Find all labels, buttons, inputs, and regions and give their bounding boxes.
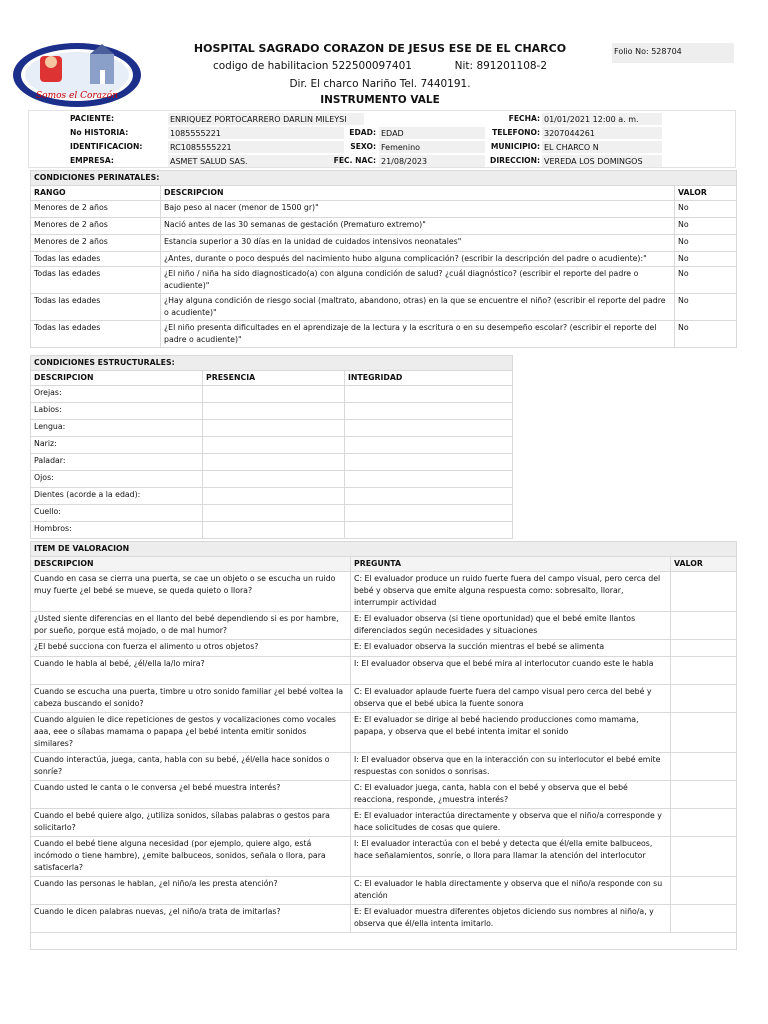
direccion-value: VEREDA LOS DOMINGOS: [542, 155, 662, 167]
estructurales-table: [30, 355, 513, 539]
rango-cell: Menores de 2 años: [31, 218, 161, 235]
edad-label: EDAD:: [349, 128, 376, 137]
hospital-logo: [10, 40, 145, 110]
empty-row: [31, 933, 737, 950]
empresa-label: EMPRESA:: [70, 156, 114, 165]
valor-cell: No: [675, 218, 737, 235]
col-presencia: PRESENCIA: [203, 371, 345, 386]
table-row: [31, 685, 737, 713]
telefono-value: 3207044261: [542, 127, 662, 139]
integridad-cell[interactable]: [345, 403, 513, 420]
pregunta-cell: E: El evaluador observa la succión mientras el bebé se alimenta: [351, 640, 671, 657]
desc-cell: Cuando le dicen palabras nuevas, ¿el niño/a trata de imitarlas?: [31, 905, 351, 933]
pregunta-cell: E: El evaluador interactúa directamente y observa que el niño/a corresponde y hace solicitudes de cosas que quiere.: [351, 809, 671, 837]
pregunta-cell: C: El evaluador aplaude fuerte fuera del campo visual pero cerca del bebé y observa que el bebé ubica la fuente sonora: [351, 685, 671, 713]
presencia-cell[interactable]: [203, 522, 345, 539]
table-row: [31, 753, 737, 781]
valor-cell[interactable]: [671, 877, 737, 905]
presencia-cell[interactable]: [203, 437, 345, 454]
fecha-label: FECHA:: [508, 114, 540, 123]
table-row: [31, 454, 513, 471]
valor-cell[interactable]: [671, 612, 737, 640]
col-integridad: INTEGRIDAD: [345, 371, 513, 386]
valoracion-header-row: [31, 557, 737, 572]
pregunta-cell: C: El evaluador produce un ruido fuerte fuera del campo visual, pero cerca del bebé y observa que emite alguna respuesta como: sobresalto, llorar, interrumpir actividad: [351, 572, 671, 612]
municipio-value: EL CHARCO N: [542, 141, 662, 153]
telefono-label: TELEFONO:: [492, 128, 540, 137]
valor-cell: No: [675, 294, 737, 321]
fnac-value: 21/08/2023: [379, 155, 485, 167]
valor-cell[interactable]: [671, 657, 737, 685]
table-row: [31, 572, 737, 612]
table-row: [31, 201, 737, 218]
valor-cell[interactable]: [671, 809, 737, 837]
desc-cell: Cuando usted le canta o le conversa ¿el bebé muestra interés?: [31, 781, 351, 809]
structure-label: Orejas:: [31, 386, 203, 403]
rango-cell: Menores de 2 años: [31, 235, 161, 252]
logo-text: Somos el Corazón: [35, 91, 119, 101]
fecha-value: 01/01/2021 12:00 a. m.: [542, 113, 662, 125]
desc-cell: Bajo peso al nacer (menor de 1500 gr)": [161, 201, 675, 218]
rango-cell: Todas las edades: [31, 267, 161, 294]
valor-cell: No: [675, 252, 737, 267]
municipio-label: MUNICIPIO:: [490, 142, 540, 151]
valor-cell[interactable]: [671, 572, 737, 612]
table-row: [31, 218, 737, 235]
nit-value: 891201108-2: [476, 60, 548, 72]
folio-number: Folio No: 528704: [612, 43, 734, 63]
desc-cell: ¿Antes, durante o poco después del nacimiento hubo alguna complicación? (escribir la descripción del padre o acudiente):": [161, 252, 675, 267]
identificacion-label: IDENTIFICACION:: [70, 142, 143, 151]
integridad-cell[interactable]: [345, 488, 513, 505]
rango-cell: Menores de 2 años: [31, 201, 161, 218]
valor-cell: No: [675, 235, 737, 252]
table-row: [31, 267, 737, 294]
valor-cell: No: [675, 321, 737, 348]
pregunta-cell: E: El evaluador observa (si tiene oportunidad) que el bebé emite llantos diferenciados según necesidades y situaciones: [351, 612, 671, 640]
table-row: [31, 809, 737, 837]
presencia-cell[interactable]: [203, 386, 345, 403]
desc-cell: Cuando interactúa, juega, canta, habla con su bebé, ¿él/ella hace sonidos o sonríe?: [31, 753, 351, 781]
desc-cell: ¿El niño / niña ha sido diagnosticado(a) con alguna condición de salud? ¿cuál diagnóstico? (escribir el reporte del padre o acudiente)": [161, 267, 675, 294]
table-row: [31, 933, 737, 950]
structure-label: Hombros:: [31, 522, 203, 539]
structure-label: Labios:: [31, 403, 203, 420]
estructurales-title: CONDICIONES ESTRUCTURALES:: [31, 356, 513, 371]
table-row: [31, 321, 737, 348]
presencia-cell[interactable]: [203, 505, 345, 522]
identificacion-value: RC1085555221: [168, 141, 344, 153]
col-rango: RANGO: [31, 186, 161, 201]
valor-cell[interactable]: [671, 685, 737, 713]
perinatales-title-row: [31, 171, 737, 186]
valor-cell[interactable]: [671, 837, 737, 877]
col-descripcion: DESCRIPCION: [31, 557, 351, 572]
structure-label: Paladar:: [31, 454, 203, 471]
pregunta-cell: I: El evaluador observa que en la interacción con su interlocutor el bebé emite respuestas con sonidos o sonrisas.: [351, 753, 671, 781]
desc-cell: Cuando el bebé tiene alguna necesidad (por ejemplo, quiere algo, está incómodo o tiene hambre), ¿emite balbuceos, sonidos, señala o llora, para satisfacerla?: [31, 837, 351, 877]
table-row: [31, 437, 513, 454]
table-row: [31, 403, 513, 420]
empresa-value: ASMET SALUD SAS.: [168, 155, 344, 167]
desc-cell: Cuando el bebé quiere algo, ¿utiliza sonidos, sílabas palabras o gestos para solicitarlo?: [31, 809, 351, 837]
integridad-cell[interactable]: [345, 386, 513, 403]
table-row: [31, 420, 513, 437]
table-row: [31, 252, 737, 267]
estructurales-header-row: [31, 371, 513, 386]
desc-cell: ¿Usted siente diferencias en el llanto del bebé dependiendo si es por hambre, por sueño, porque está mojado, o de mal humor?: [31, 612, 351, 640]
valor-cell[interactable]: [671, 640, 737, 657]
pregunta-cell: I: El evaluador observa que el bebé mira al interlocutor cuando este le habla: [351, 657, 671, 685]
table-row: [31, 522, 513, 539]
valor-cell: No: [675, 201, 737, 218]
paciente-label: PACIENTE:: [70, 114, 115, 123]
desc-cell: Cuando alguien le dice repeticiones de gestos y vocalizaciones como vocales aaa, eee o sílabas mamama o papapa ¿el bebé intenta emitir sonidos similares?: [31, 713, 351, 753]
integridad-cell[interactable]: [345, 522, 513, 539]
perinatales-header-row: [31, 186, 737, 201]
table-row: [31, 488, 513, 505]
desc-cell: ¿El bebé succiona con fuerza el alimento u otros objetos?: [31, 640, 351, 657]
structure-label: Dientes (acorde a la edad):: [31, 488, 203, 505]
structure-label: Ojos:: [31, 471, 203, 488]
integridad-cell[interactable]: [345, 437, 513, 454]
desc-cell: Nació antes de las 30 semanas de gestación (Prematuro extremo)": [161, 218, 675, 235]
table-row: [31, 837, 737, 877]
paciente-value: ENRIQUEZ PORTOCARRERO DARLIN MILEYSI: [168, 113, 364, 125]
rango-cell: Todas las edades: [31, 321, 161, 348]
nit-label: Nit:: [454, 60, 474, 72]
hospital-name: HOSPITAL SAGRADO CORAZON DE JESUS ESE DE EL CHARCO: [193, 42, 567, 55]
col-valor: VALOR: [675, 186, 737, 201]
desc-cell: ¿Hay alguna condición de riesgo social (maltrato, abandono, otras) en la que se encuentre el niño? (escribir el reporte del padre o acudiente)": [161, 294, 675, 321]
desc-cell: Cuando en casa se cierra una puerta, se cae un objeto o se escucha un ruido muy fuerte ¿el bebé se mueve, se queda quieto o llora?: [31, 572, 351, 612]
presencia-cell[interactable]: [203, 403, 345, 420]
col-valor: VALOR: [671, 557, 737, 572]
valor-cell[interactable]: [671, 713, 737, 753]
address-line: Dir. El charco Nariño Tel. 7440191.: [289, 78, 471, 90]
valor-cell[interactable]: [671, 753, 737, 781]
desc-cell: Estancia superior a 30 días en la unidad de cuidados intensivos neonatales": [161, 235, 675, 252]
pregunta-cell: C: El evaluador le habla directamente y observa que el niño/a responde con su atención: [351, 877, 671, 905]
codigo-line: [180, 60, 580, 72]
perinatales-title: CONDICIONES PERINATALES:: [31, 171, 737, 186]
valoracion-table: [30, 541, 737, 950]
table-row: [31, 640, 737, 657]
presencia-cell[interactable]: [203, 454, 345, 471]
valoracion-title: ITEM DE VALORACION: [31, 542, 737, 557]
sexo-value: Femenino: [379, 141, 485, 153]
table-row: [31, 386, 513, 403]
col-descripcion: DESCRIPCION: [161, 186, 675, 201]
codigo-label: codigo de habilitacion: [212, 60, 329, 72]
desc-cell: ¿El niño presenta dificultades en el aprendizaje de la lectura y la escritura o en su desempeño escolar? (escribir el reporte del padre o acudiente)": [161, 321, 675, 348]
col-descripcion: DESCRIPCION: [31, 371, 203, 386]
structure-label: Cuello:: [31, 505, 203, 522]
codigo-value: 522500097401: [331, 60, 412, 72]
pregunta-cell: I: El evaluador interactúa con el bebé y detecta que él/ella emite balbuceos, hace señalamientos, sonríe, o llora para llamar la atención del interlocutor: [351, 837, 671, 877]
pregunta-cell: E: El evaluador muestra diferentes objetos diciendo sus nombres al niño/a, y observa que él/ella intenta imitarlo.: [351, 905, 671, 933]
instrument-title: INSTRUMENTO VALE: [320, 94, 440, 106]
table-row: [31, 713, 737, 753]
table-row: [31, 612, 737, 640]
pregunta-cell: E: El evaluador se dirige al bebé haciendo producciones como mamama, papapa, y observa que el bebé intenta imitar el sonido: [351, 713, 671, 753]
desc-cell: Cuando se escucha una puerta, timbre u otro sonido familiar ¿el bebé voltea la cabeza buscando el sonido?: [31, 685, 351, 713]
valoracion-title-row: [31, 542, 737, 557]
fnac-label: FEC. NAC:: [333, 156, 376, 165]
presencia-cell[interactable]: [203, 471, 345, 488]
structure-label: Nariz:: [31, 437, 203, 454]
valor-cell[interactable]: [671, 905, 737, 933]
sexo-label: SEXO:: [350, 142, 376, 151]
valor-cell: No: [675, 267, 737, 294]
integridad-cell[interactable]: [345, 454, 513, 471]
table-row: [31, 471, 513, 488]
direccion-label: DIRECCION:: [490, 156, 540, 165]
integridad-cell[interactable]: [345, 471, 513, 488]
rango-cell: Todas las edades: [31, 294, 161, 321]
table-row: [31, 505, 513, 522]
perinatales-table: [30, 170, 737, 348]
historia-value: 1085555221: [168, 127, 344, 139]
table-row: [31, 294, 737, 321]
presencia-cell[interactable]: [203, 420, 345, 437]
desc-cell: Cuando le habla al bebé, ¿él/ella la/lo mira?: [31, 657, 351, 685]
valor-cell[interactable]: [671, 781, 737, 809]
historia-label: No HISTORIA:: [70, 128, 129, 137]
col-pregunta: PREGUNTA: [351, 557, 671, 572]
table-row: [31, 781, 737, 809]
table-row: [31, 235, 737, 252]
estructurales-title-row: [31, 356, 513, 371]
table-row: [31, 877, 737, 905]
integridad-cell[interactable]: [345, 505, 513, 522]
edad-value: EDAD: [379, 127, 485, 139]
rango-cell: Todas las edades: [31, 252, 161, 267]
table-row: [31, 657, 737, 685]
pregunta-cell: C: El evaluador juega, canta, habla con el bebé y observa que el bebé reacciona, responde, ¿muestra interés?: [351, 781, 671, 809]
presencia-cell[interactable]: [203, 488, 345, 505]
integridad-cell[interactable]: [345, 420, 513, 437]
structure-label: Lengua:: [31, 420, 203, 437]
desc-cell: Cuando las personas le hablan, ¿el niño/a les presta atención?: [31, 877, 351, 905]
table-row: [31, 905, 737, 933]
